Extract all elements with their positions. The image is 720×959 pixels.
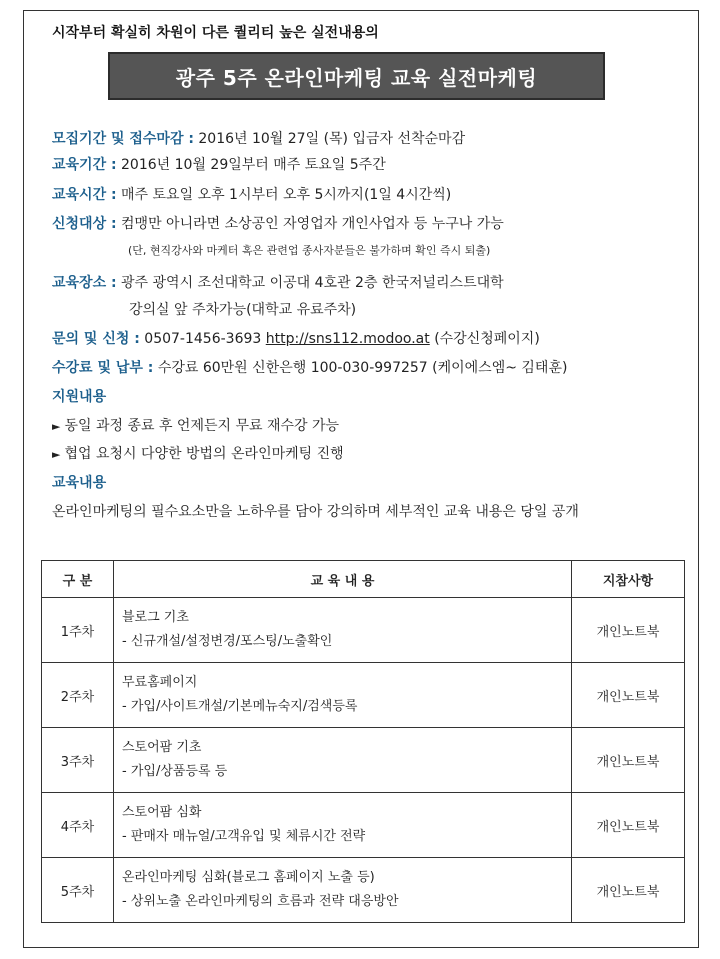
content-detail: - 가입/사이트개설/기본메뉴숙지/검색등록 [122, 699, 358, 714]
edu-value: 온라인마케팅의 필수요소만을 노하우를 담아 강의하며 세부적인 교육 내용은 당일 공개 [52, 504, 579, 520]
week-cell: 1주차 [42, 598, 114, 663]
place-row-2 [129, 299, 356, 319]
place-row [52, 272, 504, 292]
period-value: 2016년 10월 29일부터 매주 토요일 5주간 [116, 157, 386, 173]
support-item-1 [52, 415, 339, 435]
table-row [42, 793, 685, 858]
contact-label: 문의 및 신청 : [52, 331, 140, 347]
header-content: 교 육 내 용 [114, 561, 572, 598]
prep-cell: 개인노트북 [572, 598, 685, 663]
target-label: 신청대상 : [52, 216, 117, 232]
title-banner [108, 52, 605, 100]
prep-cell: 개인노트북 [572, 728, 685, 793]
prep-cell: 개인노트북 [572, 858, 685, 923]
prep-cell: 개인노트북 [572, 793, 685, 858]
content-cell [114, 858, 572, 923]
recruit-value: 2016년 10월 27일 (목) 입금자 선착순마감 [193, 131, 466, 147]
content-detail: - 가입/상품등록 등 [122, 764, 228, 779]
time-row [52, 184, 451, 204]
target-note: (단, 현직강사와 마케터 혹은 관련업 종사자분들은 불가하며 확인 즉시 퇴출) [128, 244, 491, 257]
support-item-text: 협업 요청시 다양한 방법의 온라인마케팅 진행 [64, 446, 344, 462]
content-title: 온라인마케팅 심화(블로그 홈페이지 노출 등) [122, 870, 375, 885]
content-cell [114, 728, 572, 793]
pointer-icon: ► [52, 420, 61, 433]
target-value: 컴맹만 아니라면 소상공인 자영업자 개인사업자 등 누구나 가능 [116, 216, 504, 232]
content-cell [114, 598, 572, 663]
target-note-row [128, 242, 490, 258]
prep-cell: 개인노트북 [572, 663, 685, 728]
place-label: 교육장소 : [52, 275, 117, 291]
week-cell: 2주차 [42, 663, 114, 728]
place-value: 광주 광역시 조선대학교 이공대 4호관 2층 한국저널리스트대학 [116, 275, 504, 291]
content-cell [114, 793, 572, 858]
time-value: 매주 토요일 오후 1시부터 오후 5시까지(1일 4시간씩) [116, 187, 452, 203]
support-item-2 [52, 443, 344, 463]
contact-phone: 0507-1456-3693 [139, 331, 266, 347]
page-title: 광주 5주 온라인마케팅 교육 실전마케팅 [175, 65, 538, 90]
table-row [42, 858, 685, 923]
week-cell: 4주차 [42, 793, 114, 858]
content-cell [114, 663, 572, 728]
content-title: 무료홈페이지 [122, 675, 198, 690]
edu-heading-row [52, 472, 106, 492]
table-row [42, 598, 685, 663]
content-detail: - 판매자 매뉴얼/고객유입 및 체류시간 전략 [122, 829, 366, 844]
period-row [52, 154, 386, 174]
schedule-table [41, 560, 685, 923]
support-heading-row [52, 386, 106, 406]
table-row [42, 728, 685, 793]
header-prep: 지참사항 [572, 561, 685, 598]
fee-label: 수강료 및 납부 : [52, 360, 154, 376]
content-title: 블로그 기초 [122, 610, 189, 625]
week-cell: 3주차 [42, 728, 114, 793]
contact-link[interactable]: http://sns112.modoo.at [265, 331, 430, 347]
pointer-icon: ► [52, 448, 61, 461]
edu-label: 교육내용 [52, 475, 107, 491]
support-item-text: 동일 과정 종료 후 언제든지 무료 재수강 가능 [64, 418, 340, 434]
content-title: 스토어팜 심화 [122, 805, 202, 820]
tagline: 시작부터 확실히 차원이 다른 퀄리티 높은 실전내용의 [52, 25, 379, 41]
header-week: 구 분 [42, 561, 114, 598]
edu-row [52, 501, 579, 521]
table-row [42, 663, 685, 728]
target-row [52, 213, 504, 233]
fee-row [52, 357, 567, 377]
recruit-row [52, 128, 465, 148]
content-detail: - 신규개설/설정변경/포스팅/노출확인 [122, 634, 333, 649]
week-cell: 5주차 [42, 858, 114, 923]
content-title: 스토어팜 기초 [122, 740, 202, 755]
fee-value: 수강료 60만원 신한은행 100-030-997257 (케이에스엠~ 김태훈) [153, 360, 568, 376]
time-label: 교육시간 : [52, 187, 117, 203]
recruit-label: 모집기간 및 접수마감 : [52, 131, 194, 147]
place-value-2: 강의실 앞 주차가능(대학교 유료주차) [129, 302, 357, 318]
period-label: 교육기간 : [52, 157, 117, 173]
support-label: 지원내용 [52, 389, 107, 405]
table-header-row [42, 561, 685, 598]
contact-suffix: (수강신청페이지) [429, 331, 540, 347]
contact-row [52, 328, 540, 348]
content-detail: - 상위노출 온라인마케팅의 흐름과 전략 대응방안 [122, 894, 399, 909]
